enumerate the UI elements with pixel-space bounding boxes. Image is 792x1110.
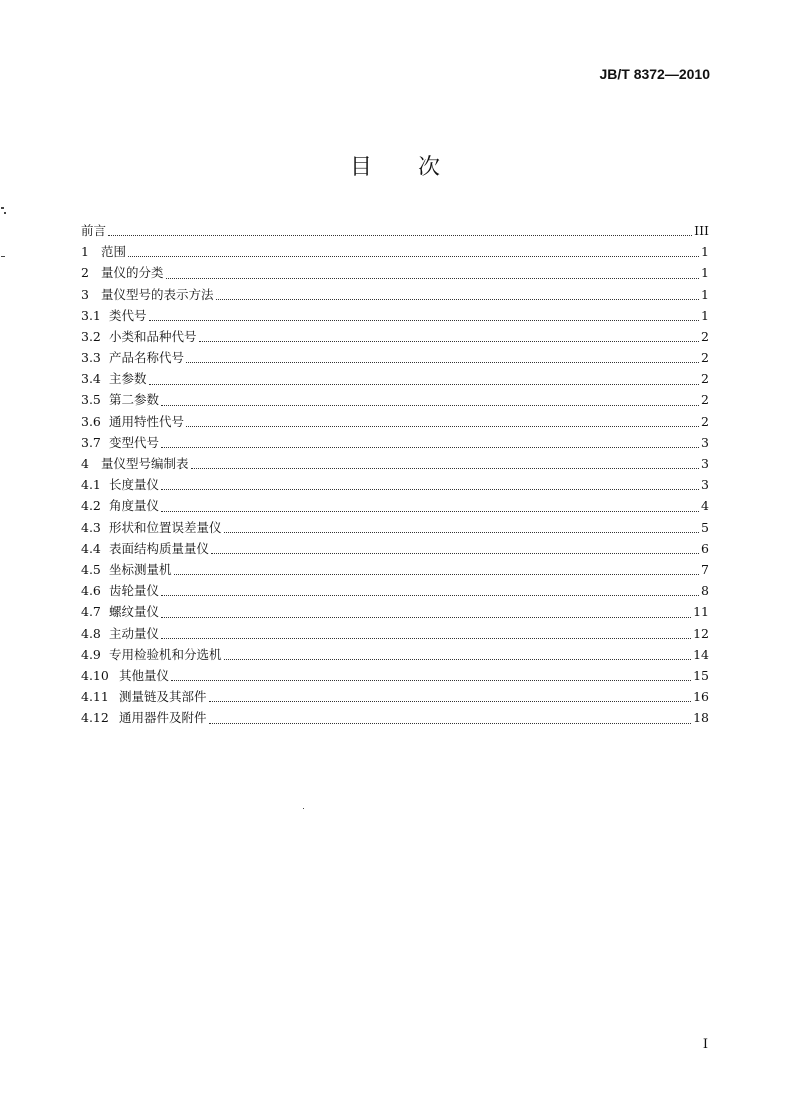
dot-leader [108,235,692,236]
toc-heading [0,150,792,181]
toc-entry-page: 4 [701,498,709,514]
toc-entry-title: 形状和位置误差量仪 [109,519,222,535]
dot-leader [149,384,700,385]
toc-entry[interactable] [81,411,709,432]
dot-leader [161,638,691,639]
toc-entry-title: 齿轮量仪 [109,583,160,599]
toc-entry-title: 小类和品种代号 [109,328,197,344]
toc-entry-number: 4.5 [81,561,101,577]
toc-entry-page: 1 [701,307,709,323]
toc-entry-page: 5 [701,519,709,535]
toc-entry-page: 15 [693,667,709,683]
toc-entry-number: 4.10 [81,667,109,683]
toc-entry[interactable] [81,559,709,580]
dot-leader [161,447,699,448]
dot-leader [186,362,699,363]
toc-entry-title: 其他量仪 [119,667,170,683]
toc-entry[interactable] [81,644,709,665]
scan-mark [1,207,4,209]
toc-entry-page: 18 [693,710,709,726]
toc-entry-page: 3 [701,477,709,493]
toc-entry[interactable] [81,326,709,347]
toc-entry-page: 3 [701,456,709,472]
dot-leader [186,426,699,427]
toc-entry-title: 专用检验机和分选机 [109,646,222,662]
toc-entry[interactable] [81,580,709,601]
dot-leader [224,659,692,660]
toc-entry-title: 长度量仪 [109,477,160,493]
toc-entry[interactable] [81,665,709,686]
dot-leader [191,468,700,469]
dot-leader [149,320,700,321]
toc-entry-number: 3.5 [81,392,101,408]
toc-entry-title: 测量链及其部件 [119,689,207,705]
toc-entry-number: 4.9 [81,646,101,662]
dot-leader [166,278,700,279]
toc-entry-page: 11 [693,604,709,620]
dot-leader [209,723,692,724]
toc-entry-page: 3 [701,434,709,450]
toc-entry[interactable] [81,305,709,326]
toc-entry-number: 3.1 [81,307,101,323]
toc-entry-title: 类代号 [109,307,147,323]
toc-entry[interactable] [81,432,709,453]
toc-entry-number: 3.6 [81,413,101,429]
toc-entry-page: 14 [693,646,709,662]
toc-entry-page: 12 [693,625,709,641]
toc-entry-title: 量仪型号编制表 [101,456,189,472]
scan-mark [4,212,6,214]
toc-entry-number: 4.12 [81,710,109,726]
toc-entry-number: 4.11 [81,689,109,705]
toc-entry-title: 通用特性代号 [109,413,185,429]
toc-entry-number: 4.3 [81,519,101,535]
toc-entry[interactable] [81,390,709,411]
dot-leader [161,489,699,490]
toc-entry-number: 4.8 [81,625,101,641]
toc-entry-number: 2 [81,265,89,281]
toc-entry-page: 6 [701,540,709,556]
standard-number: JB/T 8372—2010 [599,66,710,82]
toc-entry[interactable] [81,284,709,305]
toc-entry-page: 16 [693,689,709,705]
dot-leader [161,405,699,406]
dot-leader [161,595,699,596]
toc-entry[interactable] [81,241,709,262]
toc-entry[interactable] [81,686,709,707]
toc-entry-page: 7 [701,561,709,577]
toc-entry-number: 3.4 [81,371,101,387]
toc-entry-number: 4 [81,456,89,472]
scan-mark [303,808,304,809]
toc-entry-title: 坐标测量机 [109,561,172,577]
toc-entry-title: 量仪的分类 [101,265,164,281]
toc-entry-page: 2 [701,350,709,366]
toc-entry-title: 角度量仪 [109,498,160,514]
toc-entry-title: 前言 [81,222,107,238]
toc-entry-number: 4.1 [81,477,101,493]
toc-entry-title: 通用器件及附件 [119,710,207,726]
toc-entry[interactable] [81,707,709,728]
dot-leader [128,256,699,257]
dot-leader [199,341,700,342]
toc-heading-part1: 目 [349,155,374,180]
toc-entry-title: 第二参数 [109,392,160,408]
toc-entry-page: 1 [701,244,709,260]
toc-entry-number: 4.7 [81,604,101,620]
toc-entry-page: 8 [701,583,709,599]
toc-entry-number: 4.2 [81,498,101,514]
toc-entry[interactable] [81,538,709,559]
toc-entry-title: 主参数 [109,371,147,387]
dot-leader [224,532,700,533]
toc-entry-title: 主动量仪 [109,625,160,641]
dot-leader [161,511,699,512]
toc-entry-title: 量仪型号的表示方法 [101,286,214,302]
toc-entry-number: 4.6 [81,583,101,599]
toc-entry-number: 3.7 [81,434,101,450]
page-number: I [702,1037,708,1052]
toc-heading-part2: 次 [418,155,443,180]
toc-entry-page: 2 [701,413,709,429]
toc-entry-number: 3.2 [81,328,101,344]
toc-entry-number: 4.4 [81,540,101,556]
dot-leader [209,701,692,702]
toc-entry-page: 2 [701,328,709,344]
dot-leader [174,574,700,575]
toc-entry[interactable] [81,623,709,644]
table-of-contents [81,220,709,729]
toc-entry-title: 表面结构质量量仪 [109,540,210,556]
dot-leader [216,299,700,300]
toc-entry-number: 3 [81,286,89,302]
toc-entry-page: 2 [701,392,709,408]
toc-entry[interactable] [81,474,709,495]
toc-entry-title: 螺纹量仪 [109,604,160,620]
dot-leader [211,553,699,554]
toc-entry-title: 变型代号 [109,434,160,450]
toc-entry-title: 范围 [101,244,127,260]
toc-entry[interactable] [81,368,709,389]
toc-entry-number: 1 [81,244,89,260]
toc-entry[interactable] [81,517,709,538]
toc-entry-number: 3.3 [81,350,101,366]
toc-entry[interactable] [81,347,709,368]
toc-entry-page: 1 [701,286,709,302]
toc-entry[interactable] [81,220,709,241]
toc-entry-title: 产品名称代号 [109,350,185,366]
toc-entry[interactable] [81,495,709,516]
scan-mark [1,256,5,257]
toc-entry-page: III [694,222,709,238]
toc-entry-page: 2 [701,371,709,387]
dot-leader [161,617,691,618]
dot-leader [171,680,691,681]
toc-entry[interactable] [81,601,709,622]
toc-entry[interactable] [81,262,709,283]
toc-entry-page: 1 [701,265,709,281]
toc-entry[interactable] [81,453,709,474]
